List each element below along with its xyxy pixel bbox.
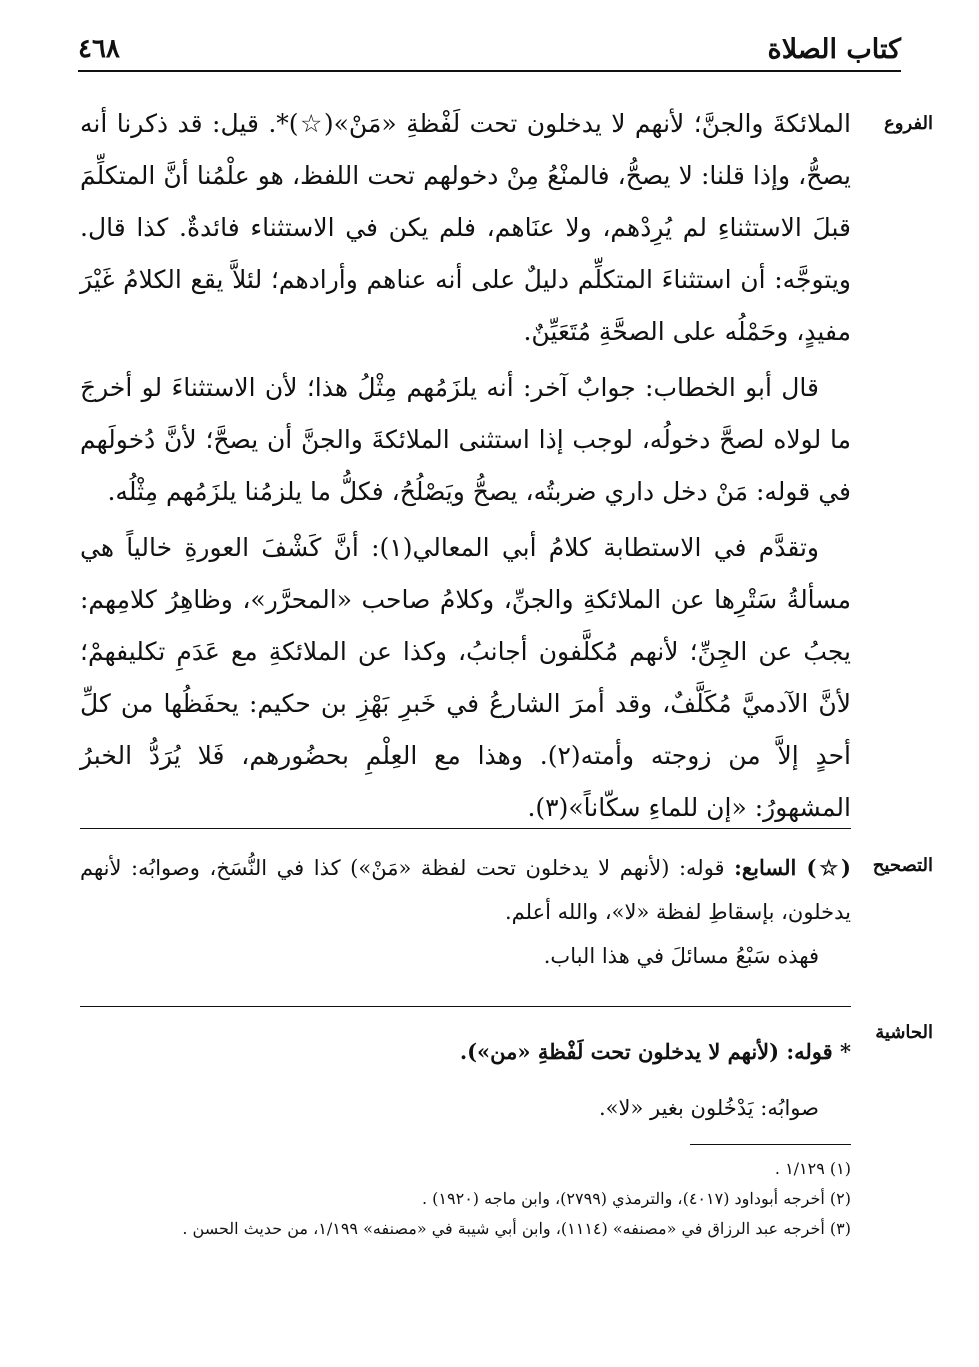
hashiya-line-1: * قوله: (لأنهم لا يدخلون تحت لَفْظةِ «من»). [459,1039,851,1064]
main-paragraph-3: وتقدَّم في الاستطابة كلامُ أبي المعالي(١): أنَّ كَشْفَ العورةِ خالياً هي مسألةُ سَتْرِها عن الملائكةِ والجنِّ، وكلامُ صاحب «المحرَّر»، وظاهِرُ كلامِهم: يجبُ عن الجِنِّ؛ لأنهم مُكلَّفون أجانبُ، وكذا عن الملائكةِ مع عَدَمِ تكليفهمْ؛ لأنَّ الآدميَّ مُكَلَّفٌ، وقد أمرَ الشارعُ في خَبرِ بَهْزِ بن حكيم: يحفَظُها من كلِّ أحدٍ إلاَّ من زوجته وأمته(٢). وهذا مع العِلْمِ بحضُورهم، فَلا يُرَدُّ الخبرُ المشهورُ: «إن للماءِ سكّاناً»(٣). [80,533,851,822]
side-label-hashiya: الحاشية [875,1022,933,1043]
tashih-paragraph [80,846,851,934]
section-divider-hashiya [80,1006,851,1007]
side-label-furu: الفروع [884,113,933,134]
book-title: كتاب الصلاة [767,34,901,65]
hashiya-section [80,1030,851,1130]
tashih-label: (☆) السابع: [734,855,851,880]
main-paragraph-2: قال أبو الخطاب: جوابٌ آخر: أنه يلزَمُهم مِثْلُ هذا؛ لأن الاستثناءَ لو أخرجَ ما لولاه لصحَّ دخولُه، لوجب إذا استثنى الملائكةَ والجنَّ أن يصحَّ؛ لأنَّ دُخولَهم في قوله: مَنْ دخل داري ضربتُه، يصحُّ ويَصْلُحُ، فكلُّ ما يلزمُنا يلزَمُهم مِثْلُه. [80,373,851,506]
tashih-section [80,846,851,978]
footnote-2: (٢) أخرجه أبوداود (٤٠١٧)، والترمذي (٢٧٩٩)، وابن ماجه (١٩٢٠) . [422,1189,851,1208]
section-divider-tashih [80,828,851,829]
main-paragraph-1: الملائكةَ والجنَّ؛ لأنهم لا يدخلون تحت لَفْظةِ «مَنْ»(☆)*. قيل: قد ذكرنا أنه يصحُّ، وإذا قلنا: لا يصحُّ، فالمنْعُ مِنْ دخولهم تحت اللفظ، هو علْمُنا أنَّ المتكلِّمَ قبلَ الاستثناءِ لم يُرِدْهم، ولا عنَاهم، فلم يكن في الاستثناء فائدةٌ. كذا قال. ويتوجَّه: أن استثناءَ المتكلِّم دليلٌ على أنه عناهم وأرادهم؛ لئلاَّ يقع الكلامُ غَيْرَ مفيدٍ، وحَمْلُه على الصحَّةِ مُتَعَيِّنٌ. [80,109,851,346]
side-label-tashih: التصحيح [872,855,933,876]
tashih-closing: فهذه سَبْعُ مسائلَ في هذا الباب. [543,944,819,968]
hashiya-line-2: صوابُه: يَدْخُلون بغير «لا». [598,1096,819,1120]
header-rule [78,70,901,72]
footnote-3: (٣) أخرجه عبد الرزاق في «مصنفه» (١١١٤)، وابن أبي شيبة في «مصنفه» ١/١٩٩، من حديث الحسن . [182,1219,851,1238]
footnote-rule [690,1144,851,1145]
footnotes [80,1154,851,1244]
footnote-1: (١) ١/١٢٩ . [774,1159,851,1178]
page-number: ٤٦٨ [78,34,120,64]
tashih-text: قوله: (لأنهم لا يدخلون تحت لفظة «مَنْ») كذا في النُّسَخ، وصوابُه: لأنهم يدخلون، بإسقاطِ لفظة «لا»، والله أعلم. [80,856,851,924]
main-text [80,98,851,834]
page-header [78,32,901,70]
